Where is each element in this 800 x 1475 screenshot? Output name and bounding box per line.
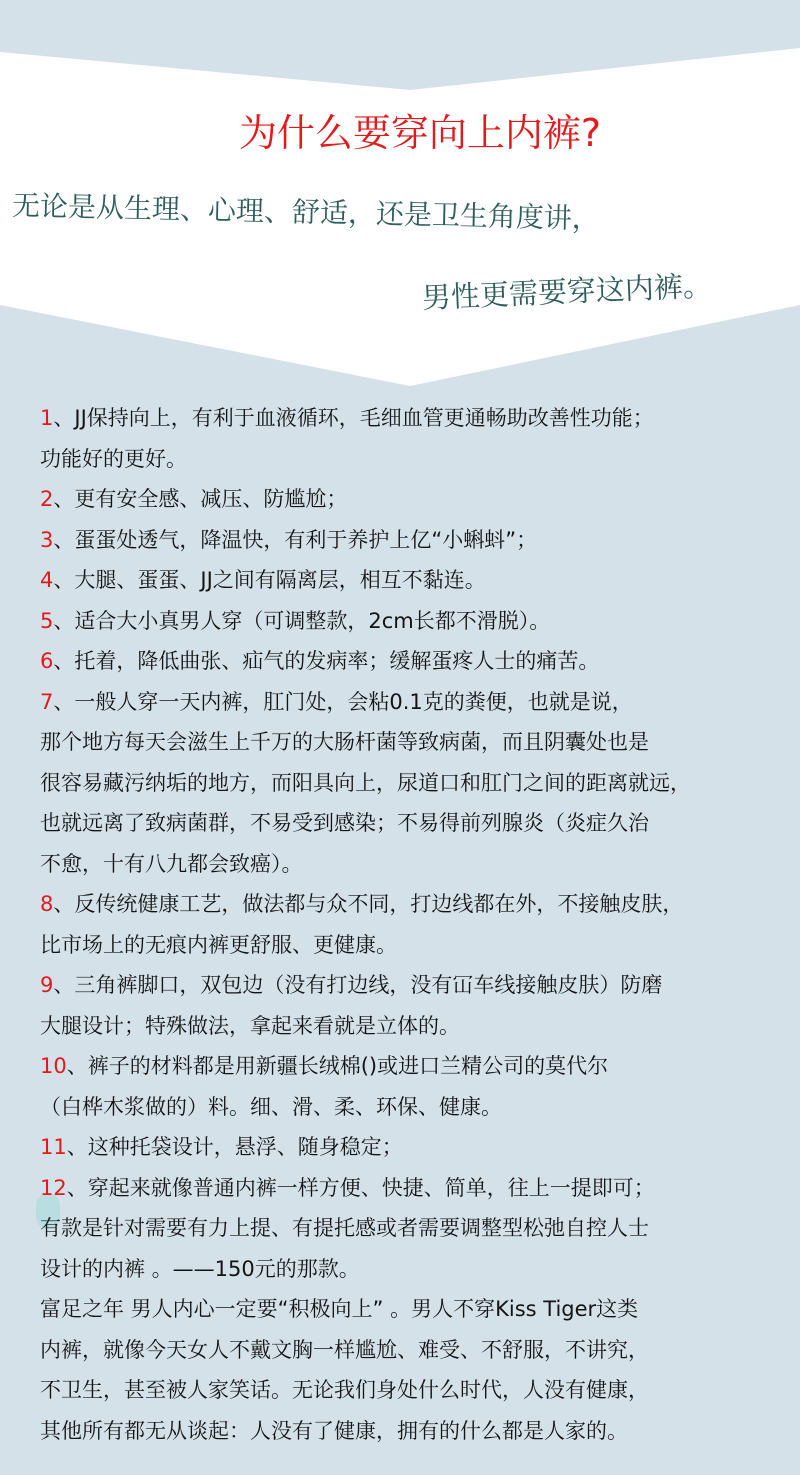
list-item-text: 很容易藏污纳垢的地方，而阳具向上，尿道口和肛门之间的距离就远， (40, 770, 691, 795)
list-item-text: 、大腿、蛋蛋、JJ之间有隔离层，相互不黏连。 (53, 568, 486, 592)
list-item-line (40, 641, 792, 682)
list-item-number: 1 (40, 406, 54, 430)
closing-line: 富足之年 男人内心一定要“积极向上” 。男人不穿Kiss Tiger这类 (40, 1297, 639, 1321)
list-item-number: 12 (40, 1175, 67, 1200)
list-item-line (40, 682, 792, 723)
list-item-text: 、托着，降低曲张、疝气的发病率；缓解蛋疼人士的痛苦。 (53, 649, 600, 673)
list-item-number: 5 (40, 608, 54, 633)
list-item-line (40, 1127, 792, 1168)
list-item-line (40, 520, 792, 561)
list-item-text: 功能好的更好。 (40, 446, 187, 471)
list-item-line (40, 884, 792, 925)
list-item-text: 不愈，十有八九都会致癌）。 (40, 851, 303, 876)
list-item-number: 6 (40, 649, 54, 673)
subtitle-line-1: 无论是从生理、心理、舒适，还是卫生角度讲， (11, 189, 601, 236)
list-item-text: 、这种托袋设计，悬浮、随身稳定； (66, 1135, 403, 1159)
list-item-line (40, 763, 792, 804)
list-item-text: 比市场上的无痕内裤更舒服、更健康。 (40, 932, 397, 957)
list-item-line (40, 1006, 792, 1047)
closing-line: 其他所有都无从谈起：人没有了健康，拥有的什么都是人家的。 (40, 1418, 628, 1443)
list-item-line (40, 844, 792, 885)
list-item-text: 、更有安全感、减压、防尴尬； (53, 487, 348, 511)
list-item-text: 、一般人穿一天内裤，肛门处，会粘0.1克的粪便，也就是说， (53, 689, 633, 714)
list-item-line (40, 1249, 792, 1290)
list-item-line (40, 398, 792, 439)
subtitle-line-2: 男性更需要穿这内裤。 (421, 268, 713, 315)
list-item-text: 有款是针对需要有力上提、有提托感或者需要调整型松弛自控人士 (40, 1216, 649, 1240)
benefit-list (40, 398, 792, 1451)
list-item-text: 、穿起来就像普通内裤一样方便、快捷、简单，往上一提即可； (66, 1175, 655, 1200)
list-item-text: 大腿设计；特殊做法，拿起来看就是立体的。 (40, 1013, 460, 1038)
list-item-number: 11 (40, 1135, 67, 1159)
list-item-text: 、蛋蛋处透气，降温快，有利于养护上亿“小蝌蚪”； (53, 527, 538, 552)
list-item-text: 设计的内裤 。——150元的那款。 (40, 1256, 360, 1281)
list-item-text: 、适合大小真男人穿（可调整款，2cm长都不滑脱）。 (53, 608, 551, 633)
list-item-text: 、反传统健康工艺，做法都与众不同，打边线都在外，不接触皮肤， (53, 892, 684, 916)
list-item-text: 、裤子的材料都是用新疆长绒棉()或进口兰精公司的莫代尔 (66, 1054, 609, 1078)
list-item-text: 、JJ保持向上，有利于血液循环，毛细血管更通畅助改善性功能； (53, 406, 654, 430)
list-item-line (40, 925, 792, 966)
closing-line: 不卫生，甚至被人家笑话。无论我们身处什么时代，人没有健康， (40, 1378, 649, 1402)
list-item-number: 2 (40, 487, 54, 511)
list-item-number: 8 (40, 892, 54, 916)
list-item-line (40, 1208, 792, 1249)
list-item-line (40, 1087, 792, 1128)
list-item-number: 9 (40, 973, 54, 997)
closing-line: 内裤，就像今天女人不戴文胸一样尴尬、难受、不舒服，不讲究， (40, 1337, 649, 1362)
list-item-line (40, 1168, 792, 1209)
list-item-line (40, 560, 792, 601)
list-item-line (40, 479, 792, 520)
page-title: 为什么要穿向上内裤? (238, 111, 602, 155)
list-item-line (40, 965, 792, 1006)
list-item-number: 3 (40, 527, 54, 552)
list-item-line (40, 601, 792, 642)
list-item-number: 10 (40, 1054, 67, 1078)
list-item-number: 7 (40, 689, 54, 714)
list-item-line (40, 1046, 792, 1087)
list-item-text: 、三角裤脚口，双包边（没有打边线，没有冚车线接触皮肤）防磨 (53, 973, 663, 997)
list-item-text: 也就远离了致病菌群，不易受到感染；不易得前列腺炎（炎症久治 (40, 811, 649, 835)
list-item-text: 那个地方每天会滋生上千万的大肠杆菌等致病菌，而且阴囊处也是 (40, 730, 649, 754)
list-item-line (40, 439, 792, 480)
list-item-line (40, 722, 792, 763)
list-item-line (40, 803, 792, 844)
list-item-number: 4 (40, 568, 54, 592)
list-item-text: （白桦木浆做的）料。细、滑、柔、环保、健康。 (40, 1094, 502, 1119)
